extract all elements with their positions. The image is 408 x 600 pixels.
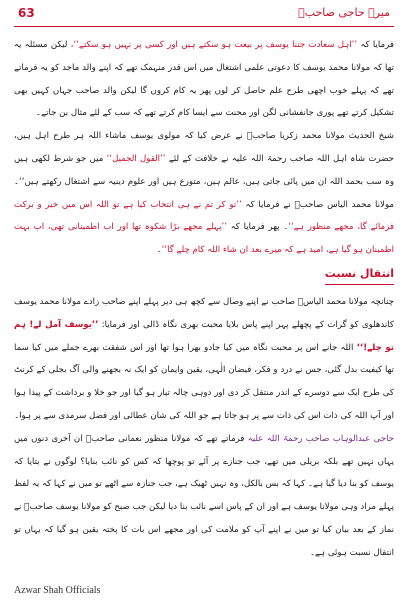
page-body — [14, 34, 394, 576]
footer-credit: Azwar Shah Officials — [14, 585, 101, 596]
paragraph-2 — [14, 125, 394, 262]
section-heading: انتقال نسبت — [325, 264, 394, 285]
para2-c: پھر فرمایا کہ — [226, 222, 284, 233]
paragraph-3 — [14, 291, 394, 428]
page-header — [14, 4, 394, 27]
para1-text: لیکن مسئلہ یہ تھا کہ مولانا محمد یوسف کا دعوتی علمی اشتغال میں اس قدر منہمک تھے کہ اپنے والد ماجد کو یہ فرماتے تھے کہ پہلے خوب اچھی طرح علم حاصل کر لوں پھر یہ کام کروں گا لیکن والد صاحب جہاں کہیں بھی تشکیل کرتے تھے پوری جانفشانی لگن اور محنت سے ایسا کام کرتے تھے کہ سب کے لئے مثال بن جاتے۔ — [14, 40, 394, 119]
para2-quote: ’’القول الجمیل‘‘ — [106, 153, 166, 164]
para3-a: چنانچہ مولانا محمد الیاسؒ صاحب نے اپنے وصال سے کچھ ہی دیر پہلے اپنے صاحب زادے مولانا محمد یوسف کاندھلوی کو — [14, 296, 394, 330]
para2-quote-2: ’’تو کر تم نے ہی انتخاب کیا ہے تو اللہ اس میں خیر و برکت فرمائے گا، مجھے منظور ہے‘‘۔ — [14, 199, 394, 233]
page-number: 63 — [18, 6, 35, 20]
para4-lead: حاجی عبدالوہاب صاحب رحمۃ اللہ علیہ — [247, 433, 394, 444]
para2-b: میں جو شرط لکھی ہیں وہ سب بحمد اللہ ان میں پائی جاتی ہیں، عالم ہیں، متورع ہیں اور علوم دینیہ سے اشتغال رکھتے ہیں‘‘۔ مولانا محمد الیاس صاحبؒ نے فرمایا کہ — [14, 153, 394, 210]
para1-quote: ’’اہل سعادت جتنا یوسف پر بیعت ہو سکتے ہیں اور کسی پر نہیں ہو سکتے‘‘، — [70, 40, 358, 50]
para3-quote: ’’یوسف آمل لے! ہم تو چلے!‘‘ — [14, 319, 394, 353]
para2-quote-3: ’’پہلے مجھے بڑا شکوہ تھا اور اب اطمینانی تھی، اب بہت اطمینان ہو گیا ہے، امید ہے کہ میرے بعد ان شاء اللہ کام چلے گا‘‘۔ — [14, 222, 394, 256]
para3-c: اللہ جانے اس پر محبت نگاہ میں کیا جادو بھرا ہوا تھا اور اس شفقت بھرے جملے میں کیا سما تھا کیفیت بدل گئی، جس نے درد و فکر، فیضان الٰہی، یقین وایمان کو ایک نہ بجھنے والی آگ بجلی کے کرنٹ کی طرح ایک سے دوسرے کے اندر منتقل کر دی اور دوہی چالہ تیار ہو گیا اور جو خلا و برداشت کے پیدا ہوا اور آپ اللہ کی ذات اس کی ذات سے پر ہو جاتا ہے جو اللہ کی شان عطائی اور فضل سرمدی سے پر ہوا۔ — [14, 342, 394, 421]
section-heading-wrap — [14, 262, 394, 291]
paragraph-4 — [14, 428, 394, 565]
running-title: میرے حاجی صاحبؒ — [298, 6, 390, 19]
page-footer — [14, 580, 394, 596]
para2-a: شیخ الحدیث مولانا محمد زکریا صاحبؒ نے عرض کیا کہ مولوی یوسف ماشاء اللہ ہر طرح اہل ہیں، حضرت شاہ اہل اللہ صاحب رحمۃ اللہ علیہ نے خلافت کے لئے — [14, 131, 394, 164]
para4-a: فرماتے تھے کہ مولانا منظور نعمانی صاحبؒ ان آخری دنوں میں یہاں نہیں تھے بلکہ بریلی میں تھے، جب جنازے پر آئے تو پوچھا کہ کس کو نائب بنایا؟ لوگوں نے بتایا کہ یوسف کو بنا دیا گیا ہے۔ کہا کہ بس بالکل، وہ نہیں ٹھیک ہے، جب جنازہ سے اٹھے تو میں نے کہا کہ یہ لفظ پہلے مراد وہی مولانا یوسف ہے اور ان کے پاس اسے نائب بنا دیا لیکن جب صبح کو مولانا یوسف صاحبؒ نے نماز کے بعد بیان کیا تو میں نے اپنے آپ کو ملامت کی اور مجھے اس بات کا پختہ یقین ہو گیا کہ یہاں تو انتقال نسبت ہوئی ہے۔ — [14, 433, 394, 558]
para3-b: گرات کے پچھلے پہر اپنے پاس بلایا محبت بھری نگاہ ڈالی اور فرمایا: — [98, 319, 347, 330]
paragraph-1 — [14, 34, 394, 125]
para1-intro: فرمایا کہ — [357, 40, 394, 50]
